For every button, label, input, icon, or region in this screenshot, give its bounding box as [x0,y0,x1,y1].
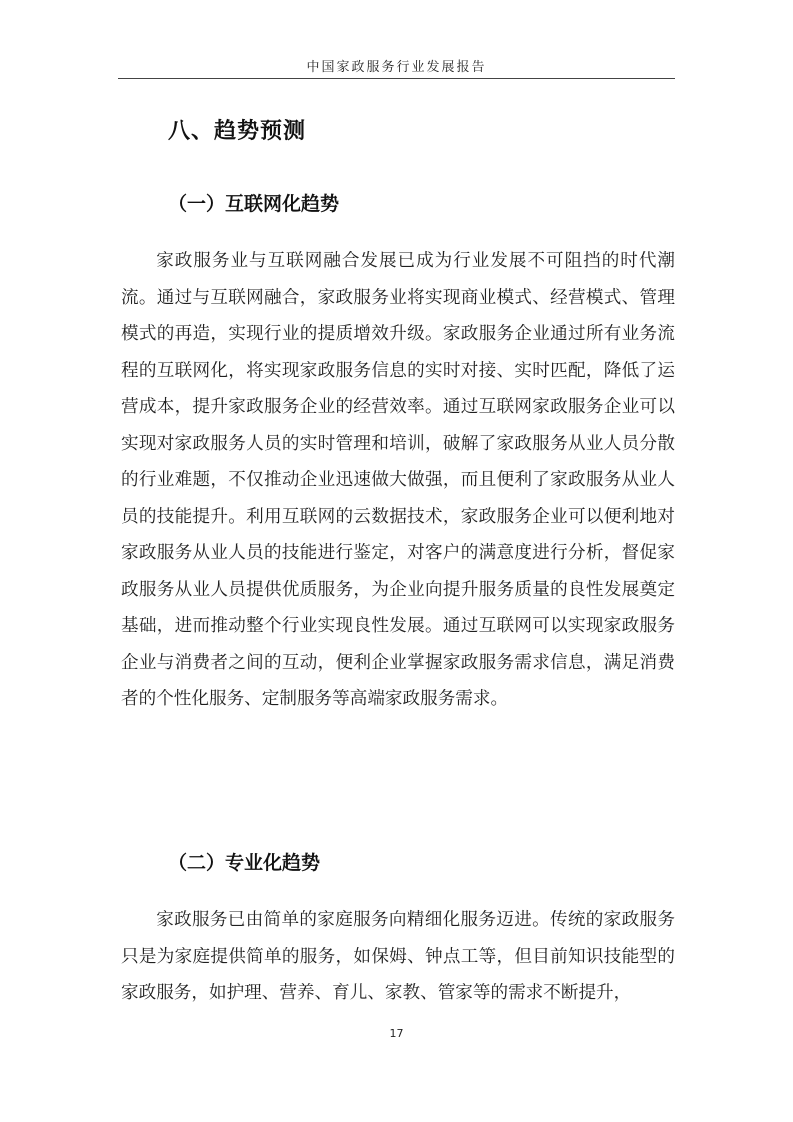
subsection-heading-specialization: （二）专业化趋势 [168,852,321,874]
paragraph-internet-trend: 家政服务业与互联网融合发展已成为行业发展不可阻挡的时代潮流。通过与互联网融合，家政服务业将实现商业模式、经营模式、管理模式的再造，实现行业的提质增效升级。家政服务企业通过所有业务流程的互联网化，将实现家政服务信息的实时对接、实时匹配，降低了运营成本，提升家政服务企业的经营效率。通过互联网家政服务企业可以实现对家政服务人员的实时管理和培训，破解了家政服务从业人员分散的行业难题，不仅推动企业迅速做大做强，而且便利了家政服务从业人员的技能提升。利用互联网的云数据技术，家政服务企业可以便利地对家政服务从业人员的技能进行鉴定，对客户的满意度进行分析，督促家政服务从业人员提供优质服务，为企业向提升服务质量的良性发展奠定基础，进而推动整个行业实现良性发展。通过互联网可以实现家政服务企业与消费者之间的互动，便利企业掌握家政服务需求信息，满足消费者的个性化服务、定制服务等高端家政服务需求。 [121,251,675,709]
subsection-heading-internet: （一）互联网化趋势 [168,193,340,215]
page-number: 17 [389,1027,404,1040]
header-divider [118,78,675,79]
paragraph-specialization-trend: 家政服务已由简单的家庭服务向精细化服务迈进。传统的家政服务只是为家庭提供简单的服务，如保姆、钟点工等，但目前知识技能型的家政服务，如护理、营养、育儿、家教、管家等的需求不断提升， [121,910,675,1003]
running-header: 中国家政服务行业发展报告 [306,60,487,75]
section-heading: 八、趋势预测 [168,119,307,144]
